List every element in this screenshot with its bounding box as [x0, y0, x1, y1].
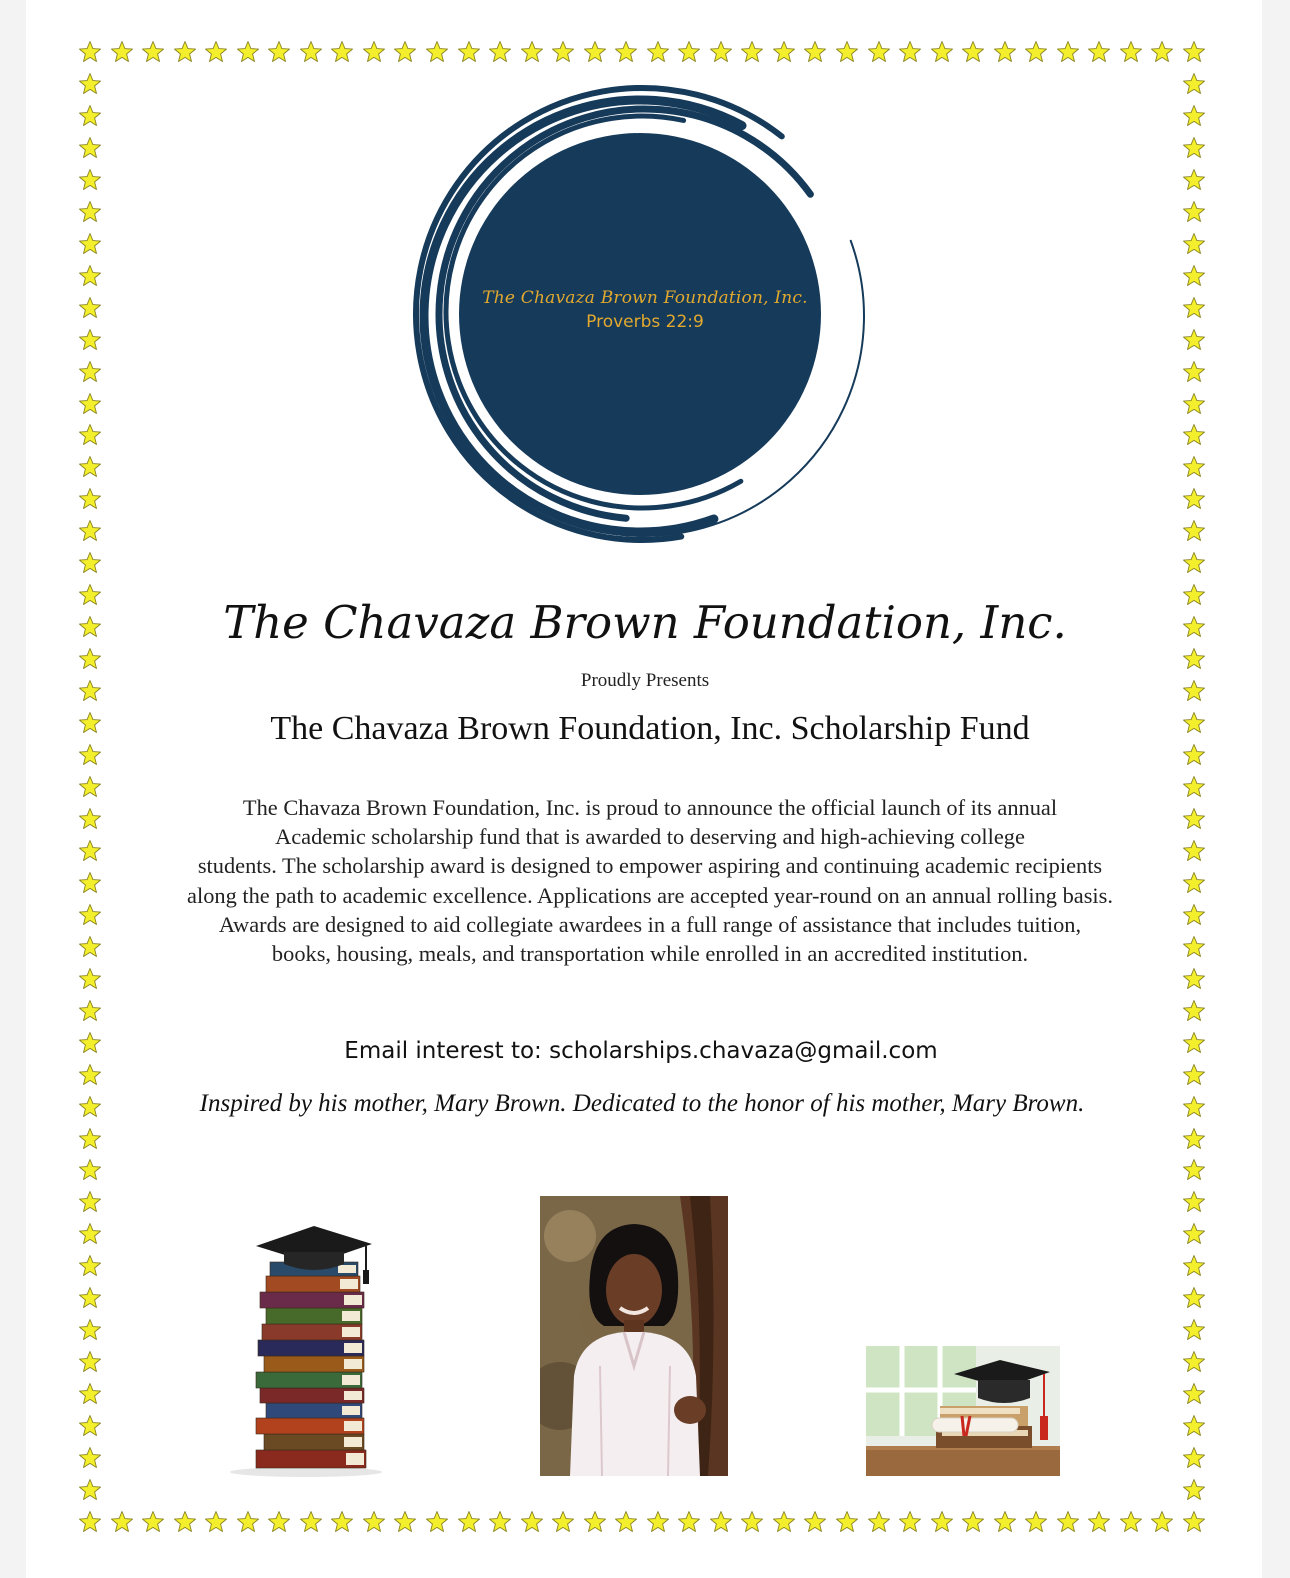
- star-icon: [78, 871, 102, 895]
- page-title: The Chavaza Brown Foundation, Inc.: [223, 596, 1067, 649]
- star-icon: [961, 1510, 985, 1534]
- star-icon: [961, 40, 985, 64]
- star-icon: [993, 40, 1017, 64]
- star-icon: [78, 1510, 102, 1534]
- star-icon: [78, 1158, 102, 1182]
- star-icon: [78, 1063, 102, 1087]
- star-icon: [930, 40, 954, 64]
- star-icon: [1182, 1446, 1206, 1470]
- star-icon: [204, 40, 228, 64]
- star-icon: [78, 1254, 102, 1278]
- star-icon: [299, 40, 323, 64]
- star-icon: [78, 136, 102, 160]
- star-icon: [393, 40, 417, 64]
- star-icon: [78, 264, 102, 288]
- star-icon: [78, 423, 102, 447]
- star-icon: [267, 40, 291, 64]
- star-icon: [1182, 647, 1206, 671]
- star-icon: [740, 40, 764, 64]
- star-icon: [488, 1510, 512, 1534]
- star-icon: [362, 40, 386, 64]
- star-icon: [1182, 136, 1206, 160]
- star-icon: [1182, 519, 1206, 543]
- star-icon: [551, 40, 575, 64]
- star-icon: [488, 40, 512, 64]
- star-icon: [78, 967, 102, 991]
- star-icon: [78, 40, 102, 64]
- star-icon: [236, 40, 260, 64]
- star-icon: [78, 839, 102, 863]
- star-icon: [1182, 775, 1206, 799]
- star-icon: [78, 296, 102, 320]
- star-icon: [1024, 40, 1048, 64]
- star-icon: [1182, 871, 1206, 895]
- star-icon: [78, 1414, 102, 1438]
- star-icon: [1182, 807, 1206, 831]
- description-paragraph: [120, 793, 1180, 968]
- star-icon: [78, 1190, 102, 1214]
- star-icon: [646, 1510, 670, 1534]
- star-icon: [1182, 1414, 1206, 1438]
- star-icon: [78, 392, 102, 416]
- star-icon: [1182, 1190, 1206, 1214]
- star-icon: [78, 360, 102, 384]
- books-graduation-cap-icon: [226, 1222, 386, 1478]
- star-icon: [299, 1510, 323, 1534]
- star-icon: [78, 999, 102, 1023]
- subtitle: Proudly Presents: [580, 670, 710, 691]
- star-icon: [457, 40, 481, 64]
- star-icon: [1182, 168, 1206, 192]
- star-icon: [867, 1510, 891, 1534]
- star-icon: [709, 1510, 733, 1534]
- star-icon: [835, 40, 859, 64]
- star-icon: [772, 40, 796, 64]
- star-icon: [993, 1510, 1017, 1534]
- star-icon: [267, 1510, 291, 1534]
- star-icon: [78, 72, 102, 96]
- star-icon: [78, 903, 102, 927]
- star-icon: [1182, 1254, 1206, 1278]
- star-icon: [520, 1510, 544, 1534]
- star-icon: [520, 40, 544, 64]
- star-icon: [583, 40, 607, 64]
- star-icon: [78, 775, 102, 799]
- star-icon: [1182, 296, 1206, 320]
- star-icon: [1182, 104, 1206, 128]
- star-icon: [362, 1510, 386, 1534]
- description-line: books, housing, meals, and transportation while enrolled in an accredited institution.: [271, 941, 1029, 967]
- star-icon: [78, 200, 102, 224]
- star-icon: [772, 1510, 796, 1534]
- star-icon: [1056, 40, 1080, 64]
- star-icon: [1056, 1510, 1080, 1534]
- star-icon: [1182, 455, 1206, 479]
- star-icon: [1182, 1382, 1206, 1406]
- star-icon: [1182, 1286, 1206, 1310]
- fund-title: The Chavaza Brown Foundation, Inc. Scholarship Fund: [270, 710, 1030, 747]
- star-icon: [78, 807, 102, 831]
- star-icon: [141, 1510, 165, 1534]
- star-icon: [740, 1510, 764, 1534]
- star-icon: [1182, 328, 1206, 352]
- star-icon: [173, 1510, 197, 1534]
- description-line: The Chavaza Brown Foundation, Inc. is proud to announce the official launch of its annual: [242, 795, 1058, 820]
- star-icon: [1024, 1510, 1048, 1534]
- star-icon: [1182, 903, 1206, 927]
- dedication-line: Inspired by his mother, Mary Brown. Dedicated to the honor of his mother, Mary Brown.: [199, 1090, 1085, 1117]
- star-icon: [1150, 40, 1174, 64]
- star-icon: [1182, 1350, 1206, 1374]
- star-icon: [1182, 1478, 1206, 1502]
- star-icon: [1182, 72, 1206, 96]
- star-icon: [867, 40, 891, 64]
- star-icon: [1182, 1510, 1206, 1534]
- star-icon: [78, 647, 102, 671]
- star-icon: [677, 1510, 701, 1534]
- star-icon: [803, 1510, 827, 1534]
- star-icon: [457, 1510, 481, 1534]
- star-icon: [110, 40, 134, 64]
- star-icon: [930, 1510, 954, 1534]
- star-icon: [1182, 392, 1206, 416]
- star-icon: [1182, 967, 1206, 991]
- star-icon: [1182, 487, 1206, 511]
- star-icon: [204, 1510, 228, 1534]
- star-icon: [898, 40, 922, 64]
- star-icon: [78, 487, 102, 511]
- star-icon: [1182, 423, 1206, 447]
- star-icon: [1182, 264, 1206, 288]
- description-line: students. The scholarship award is designed to empower aspiring and continuing academic recipients: [197, 853, 1103, 879]
- star-icon: [583, 1510, 607, 1534]
- star-icon: [1182, 839, 1206, 863]
- star-icon: [425, 40, 449, 64]
- star-icon: [677, 40, 701, 64]
- star-icon: [78, 232, 102, 256]
- star-icon: [1182, 232, 1206, 256]
- star-icon: [78, 519, 102, 543]
- star-icon: [709, 40, 733, 64]
- star-icon: [1182, 1158, 1206, 1182]
- star-icon: [1182, 999, 1206, 1023]
- star-icon: [803, 40, 827, 64]
- logo-text: [460, 288, 830, 332]
- star-icon: [78, 1350, 102, 1374]
- star-icon: [78, 455, 102, 479]
- star-icon: [1150, 1510, 1174, 1534]
- star-icon: [1182, 200, 1206, 224]
- star-icon: [1182, 1063, 1206, 1087]
- star-icon: [1182, 1318, 1206, 1342]
- star-icon: [425, 1510, 449, 1534]
- star-icon: [78, 1478, 102, 1502]
- star-icon: [551, 1510, 575, 1534]
- star-icon: [1119, 1510, 1143, 1534]
- description-line: along the path to academic excellence. Applications are accepted year-round on an annual rolling basis.: [187, 882, 1113, 908]
- star-icon: [330, 40, 354, 64]
- star-icon: [1182, 360, 1206, 384]
- star-icon: [614, 40, 638, 64]
- star-icon: [1087, 40, 1111, 64]
- star-icon: [614, 1510, 638, 1534]
- star-icon: [141, 40, 165, 64]
- description-line: Awards are designed to aid collegiate awardees in a full range of assistance that includes tuition,: [218, 911, 1082, 937]
- star-icon: [78, 1446, 102, 1470]
- star-icon: [646, 40, 670, 64]
- star-icon: [78, 1222, 102, 1246]
- star-icon: [1182, 40, 1206, 64]
- logo-verse: Proverbs 22:9: [586, 312, 704, 332]
- star-icon: [78, 168, 102, 192]
- star-icon: [78, 1382, 102, 1406]
- portrait-photo: [540, 1196, 728, 1476]
- star-icon: [1182, 1222, 1206, 1246]
- star-icon: [78, 328, 102, 352]
- star-icon: [236, 1510, 260, 1534]
- star-icon: [78, 1127, 102, 1151]
- star-icon: [1182, 551, 1206, 575]
- star-icon: [78, 1286, 102, 1310]
- star-icon: [78, 935, 102, 959]
- star-icon: [330, 1510, 354, 1534]
- star-icon: [78, 551, 102, 575]
- star-icon: [1182, 1127, 1206, 1151]
- star-icon: [173, 40, 197, 64]
- description-line: Academic scholarship fund that is awarded to deserving and high-achieving college: [275, 824, 1025, 850]
- star-icon: [393, 1510, 417, 1534]
- star-icon: [1087, 1510, 1111, 1534]
- star-icon: [78, 1318, 102, 1342]
- star-icon: [110, 1510, 134, 1534]
- logo-name: The Chavaza Brown Foundation, Inc.: [482, 288, 808, 308]
- star-icon: [78, 104, 102, 128]
- star-icon: [1119, 40, 1143, 64]
- star-icon: [898, 1510, 922, 1534]
- star-icon: [1182, 935, 1206, 959]
- email-line: Email interest to: scholarships.chavaza@gmail.com: [344, 1038, 938, 1064]
- star-icon: [835, 1510, 859, 1534]
- diploma-books-cap-icon: [866, 1346, 1060, 1476]
